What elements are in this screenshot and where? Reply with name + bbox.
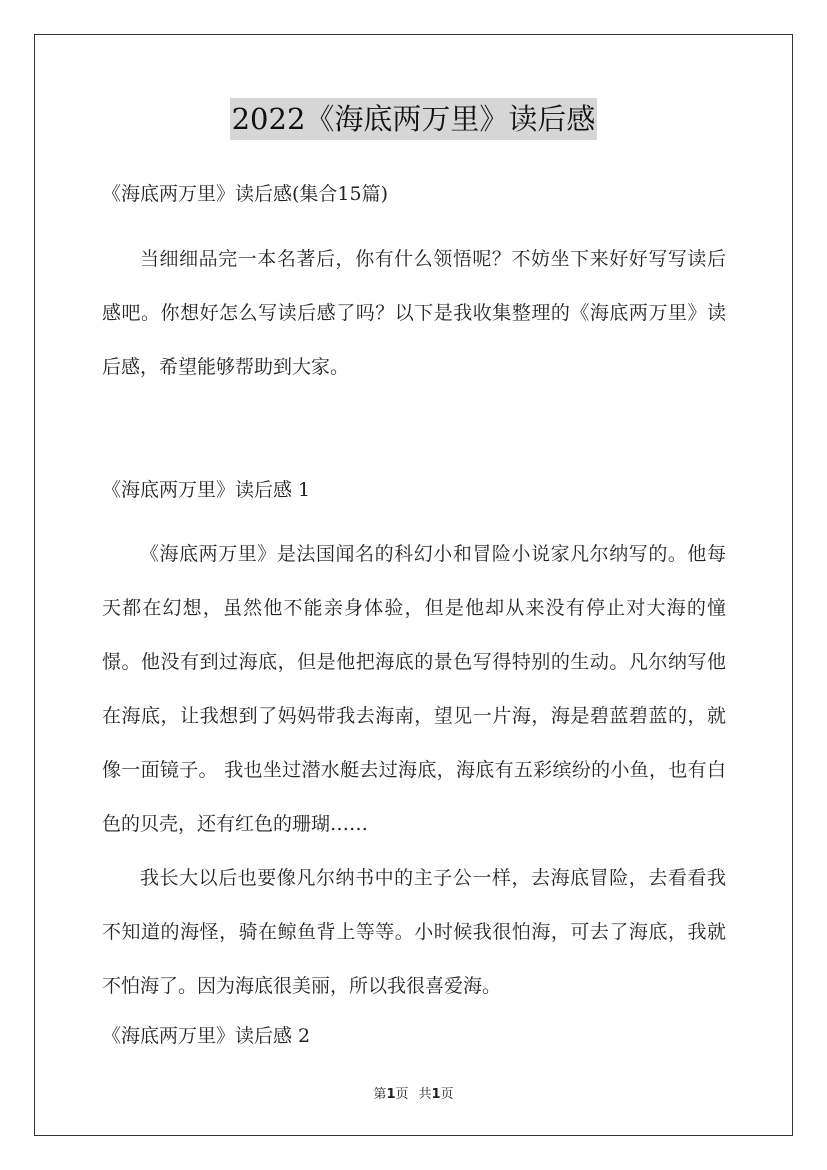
page-current: 1 <box>386 1087 396 1102</box>
section-heading-2: 《海底两万里》读后感 2 <box>102 1025 311 1047</box>
page-prefix: 第 <box>373 1087 387 1102</box>
intro-paragraph: 当细细品完一本名著后，你有什么领悟呢？不妨坐下来好好写写读后感吧。你想好怎么写读后感了吗？以下是我收集整理的《海底两万里》读后感，希望能够帮助到大家。 <box>102 248 726 378</box>
total-prefix: 共 <box>418 1087 432 1102</box>
section-heading-1: 《海底两万里》读后感 1 <box>102 479 311 501</box>
document-title: 2022《海底两万里》读后感 <box>230 98 598 140</box>
section-1-paragraph-2: 我长大以后也要像凡尔纳书中的主子公一样，去海底冒险，去看看我不知道的海怪，骑在鲸鱼背上等等。小时候我很怕海，可去了海底，我就不怕海了。因为海底很美丽，所以我很喜爱海。 <box>102 867 726 997</box>
title-container <box>0 98 827 140</box>
page-total: 1 <box>431 1087 441 1102</box>
page-footer <box>0 1083 827 1102</box>
document-body <box>102 176 726 1054</box>
section-1-paragraph-1: 《海底两万里》是法国闻名的科幻小和冒险小说家凡尔纳写的。他每天都在幻想，虽然他不能亲身体验，但是他却从来没有停止对大海的憧憬。他没有到过海底，但是他把海底的景色写得特别的生动。凡尔纳写他在海底，让我想到了妈妈带我去海南，望见一片海，海是碧蓝碧蓝的，就像一面镜子。 我也坐过潜水艇去过海底，海底有五彩缤纷的小鱼，也有白色的贝壳，还有红色的珊瑚…… <box>102 543 726 835</box>
page-suffix: 页 <box>395 1087 409 1102</box>
document-subtitle: 《海底两万里》读后感(集合15篇) <box>102 183 389 205</box>
total-suffix: 页 <box>440 1087 454 1102</box>
section-spacer <box>102 394 726 472</box>
